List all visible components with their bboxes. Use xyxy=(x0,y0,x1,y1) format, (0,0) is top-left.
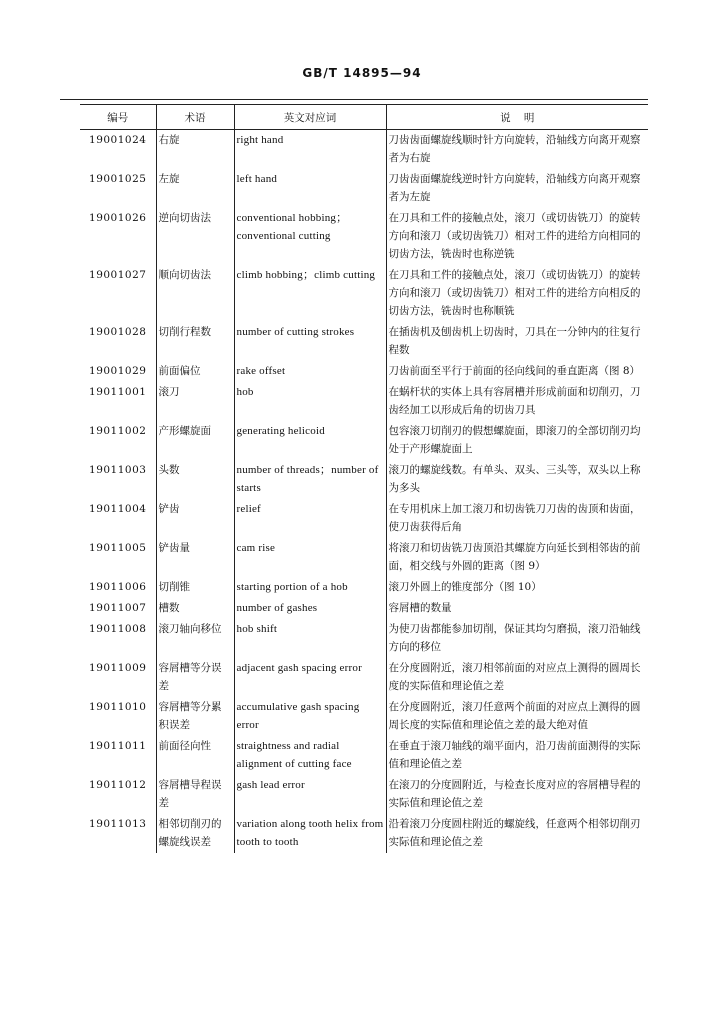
term-english: climb hobbing；climb cutting xyxy=(234,265,386,322)
term-id: 19011004 xyxy=(89,503,147,515)
column-header-description: 说 明 xyxy=(386,105,648,130)
term-description: 包容滚刀切削刃的假想螺旋面，即滚刀的全部切削刃均处于产形螺旋面上 xyxy=(386,421,648,460)
terms-table xyxy=(80,104,648,853)
term-description: 容屑槽的数量 xyxy=(386,598,648,619)
term-id: 19011013 xyxy=(89,818,147,830)
term-english: cam rise xyxy=(234,538,386,577)
term-description: 在专用机床上加工滚刀和切齿铣刀刀齿的齿顶和齿面，使刀齿获得后角 xyxy=(386,499,648,538)
table-row xyxy=(80,619,648,658)
standard-code-header: GB/T 14895—94 xyxy=(302,66,422,80)
term-description: 将滚刀和切齿铣刀齿顶沿其螺旋方向延长到相邻齿的前面，相交线与外圆的距离（图 9） xyxy=(386,538,648,577)
term-name: 相邻切削刃的螺旋线误差 xyxy=(156,814,234,853)
term-name: 产形螺旋面 xyxy=(156,421,234,460)
table-row xyxy=(80,499,648,538)
table-row xyxy=(80,421,648,460)
term-description: 在分度圆附近，滚刀相邻前面的对应点上测得的圆周长度的实际值和理论值之差 xyxy=(386,658,648,697)
term-english: accumulative gash spacing error xyxy=(234,697,386,736)
header-rule xyxy=(60,99,648,100)
term-name: 容屑槽等分累积误差 xyxy=(156,697,234,736)
term-name: 顺向切齿法 xyxy=(156,265,234,322)
term-id: 19011007 xyxy=(89,602,147,614)
term-name: 切削锥 xyxy=(156,577,234,598)
term-description: 滚刀的螺旋线数。有单头、双头、三头等，双头以上称为多头 xyxy=(386,460,648,499)
term-english: number of cutting strokes xyxy=(234,322,386,361)
table-row xyxy=(80,169,648,208)
term-english: number of threads；number of starts xyxy=(234,460,386,499)
term-id: 19011003 xyxy=(89,464,147,476)
term-english: adjacent gash spacing error xyxy=(234,658,386,697)
term-name: 槽数 xyxy=(156,598,234,619)
term-description: 滚刀外圆上的锥度部分（图 10） xyxy=(386,577,648,598)
table-row xyxy=(80,382,648,421)
term-english: generating helicoid xyxy=(234,421,386,460)
term-english: relief xyxy=(234,499,386,538)
term-english: conventional hobbing；conventional cutting xyxy=(234,208,386,265)
term-id: 19011009 xyxy=(89,662,147,674)
term-name: 右旋 xyxy=(156,130,234,170)
term-name: 前面径向性 xyxy=(156,736,234,775)
term-description: 刀齿齿面螺旋线逆时针方向旋转，沿轴线方向离开观察者为左旋 xyxy=(386,169,648,208)
term-id: 19001027 xyxy=(89,269,147,281)
term-english: starting portion of a hob xyxy=(234,577,386,598)
term-name: 容屑槽等分误差 xyxy=(156,658,234,697)
term-id: 19001028 xyxy=(89,326,147,338)
term-name: 左旋 xyxy=(156,169,234,208)
term-id: 19001025 xyxy=(89,173,147,185)
term-name: 滚刀 xyxy=(156,382,234,421)
term-description: 刀齿前面至平行于前面的径向线间的垂直距离（图 8） xyxy=(386,361,648,382)
term-english: gash lead error xyxy=(234,775,386,814)
table-row xyxy=(80,658,648,697)
term-english: hob xyxy=(234,382,386,421)
term-id: 19011011 xyxy=(89,740,147,752)
term-description: 在分度圆附近，滚刀任意两个前面的对应点上测得的圆周长度的实际值和理论值之差的最大绝对值 xyxy=(386,697,648,736)
table-row xyxy=(80,130,648,170)
term-name: 滚刀轴向移位 xyxy=(156,619,234,658)
term-name: 前面偏位 xyxy=(156,361,234,382)
term-description: 在滚刀的分度圆附近，与检查长度对应的容屑槽导程的实际值和理论值之差 xyxy=(386,775,648,814)
table-row xyxy=(80,460,648,499)
table-row xyxy=(80,697,648,736)
term-description: 在蜗杆状的实体上具有容屑槽并形成前面和切削刃，刀齿经加工以形成后角的切齿刀具 xyxy=(386,382,648,421)
term-english: hob shift xyxy=(234,619,386,658)
term-description: 在刀具和工件的接触点处，滚刀（或切齿铣刀）的旋转方向和滚刀（或切齿铣刀）相对工件的进给方向相反的切齿方法，铣齿时也称顺铣 xyxy=(386,265,648,322)
column-header-english: 英文对应词 xyxy=(234,105,386,130)
term-english: straightness and radial alignment of cutting face xyxy=(234,736,386,775)
term-english: variation along tooth helix from tooth to tooth xyxy=(234,814,386,853)
term-id: 19011002 xyxy=(89,425,147,437)
term-id: 19001029 xyxy=(89,365,147,377)
term-name: 切削行程数 xyxy=(156,322,234,361)
table-row xyxy=(80,736,648,775)
term-description: 沿着滚刀分度圆柱附近的螺旋线，任意两个相邻切削刃实际值和理论值之差 xyxy=(386,814,648,853)
term-name: 铲齿量 xyxy=(156,538,234,577)
term-id: 19001024 xyxy=(89,134,147,146)
term-name: 逆向切齿法 xyxy=(156,208,234,265)
table-row xyxy=(80,265,648,322)
table-row xyxy=(80,775,648,814)
term-name: 铲齿 xyxy=(156,499,234,538)
term-description: 在插齿机及刨齿机上切齿时，刀具在一分钟内的往复行程数 xyxy=(386,322,648,361)
term-english: number of gashes xyxy=(234,598,386,619)
table-row xyxy=(80,538,648,577)
term-id: 19011008 xyxy=(89,623,147,635)
column-header-id: 编号 xyxy=(80,105,156,130)
term-id: 19011005 xyxy=(89,542,147,554)
table-row xyxy=(80,814,648,853)
column-header-term: 术语 xyxy=(156,105,234,130)
term-id: 19011010 xyxy=(89,701,147,713)
term-description: 刀齿齿面螺旋线顺时针方向旋转，沿轴线方向离开观察者为右旋 xyxy=(386,130,648,170)
term-english: rake offset xyxy=(234,361,386,382)
term-description: 在刀具和工件的接触点处，滚刀（或切齿铣刀）的旋转方向和滚刀（或切齿铣刀）相对工件的进给方向相同的切齿方法，铣齿时也称逆铣 xyxy=(386,208,648,265)
table-row xyxy=(80,598,648,619)
table-row xyxy=(80,577,648,598)
term-description: 在垂直于滚刀轴线的端平面内，沿刀齿前面测得的实际值和理论值之差 xyxy=(386,736,648,775)
term-name: 头数 xyxy=(156,460,234,499)
table-header-row xyxy=(80,105,648,130)
term-id: 19011006 xyxy=(89,581,147,593)
term-english: right hand xyxy=(234,130,386,170)
term-id: 19011001 xyxy=(89,386,147,398)
term-name: 容屑槽导程误差 xyxy=(156,775,234,814)
term-id: 19011012 xyxy=(89,779,147,791)
table-row xyxy=(80,208,648,265)
table-row xyxy=(80,322,648,361)
table-row xyxy=(80,361,648,382)
term-english: left hand xyxy=(234,169,386,208)
term-description: 为使刀齿都能参加切削，保证其均匀磨损，滚刀沿轴线方向的移位 xyxy=(386,619,648,658)
term-id: 19001026 xyxy=(89,212,147,224)
